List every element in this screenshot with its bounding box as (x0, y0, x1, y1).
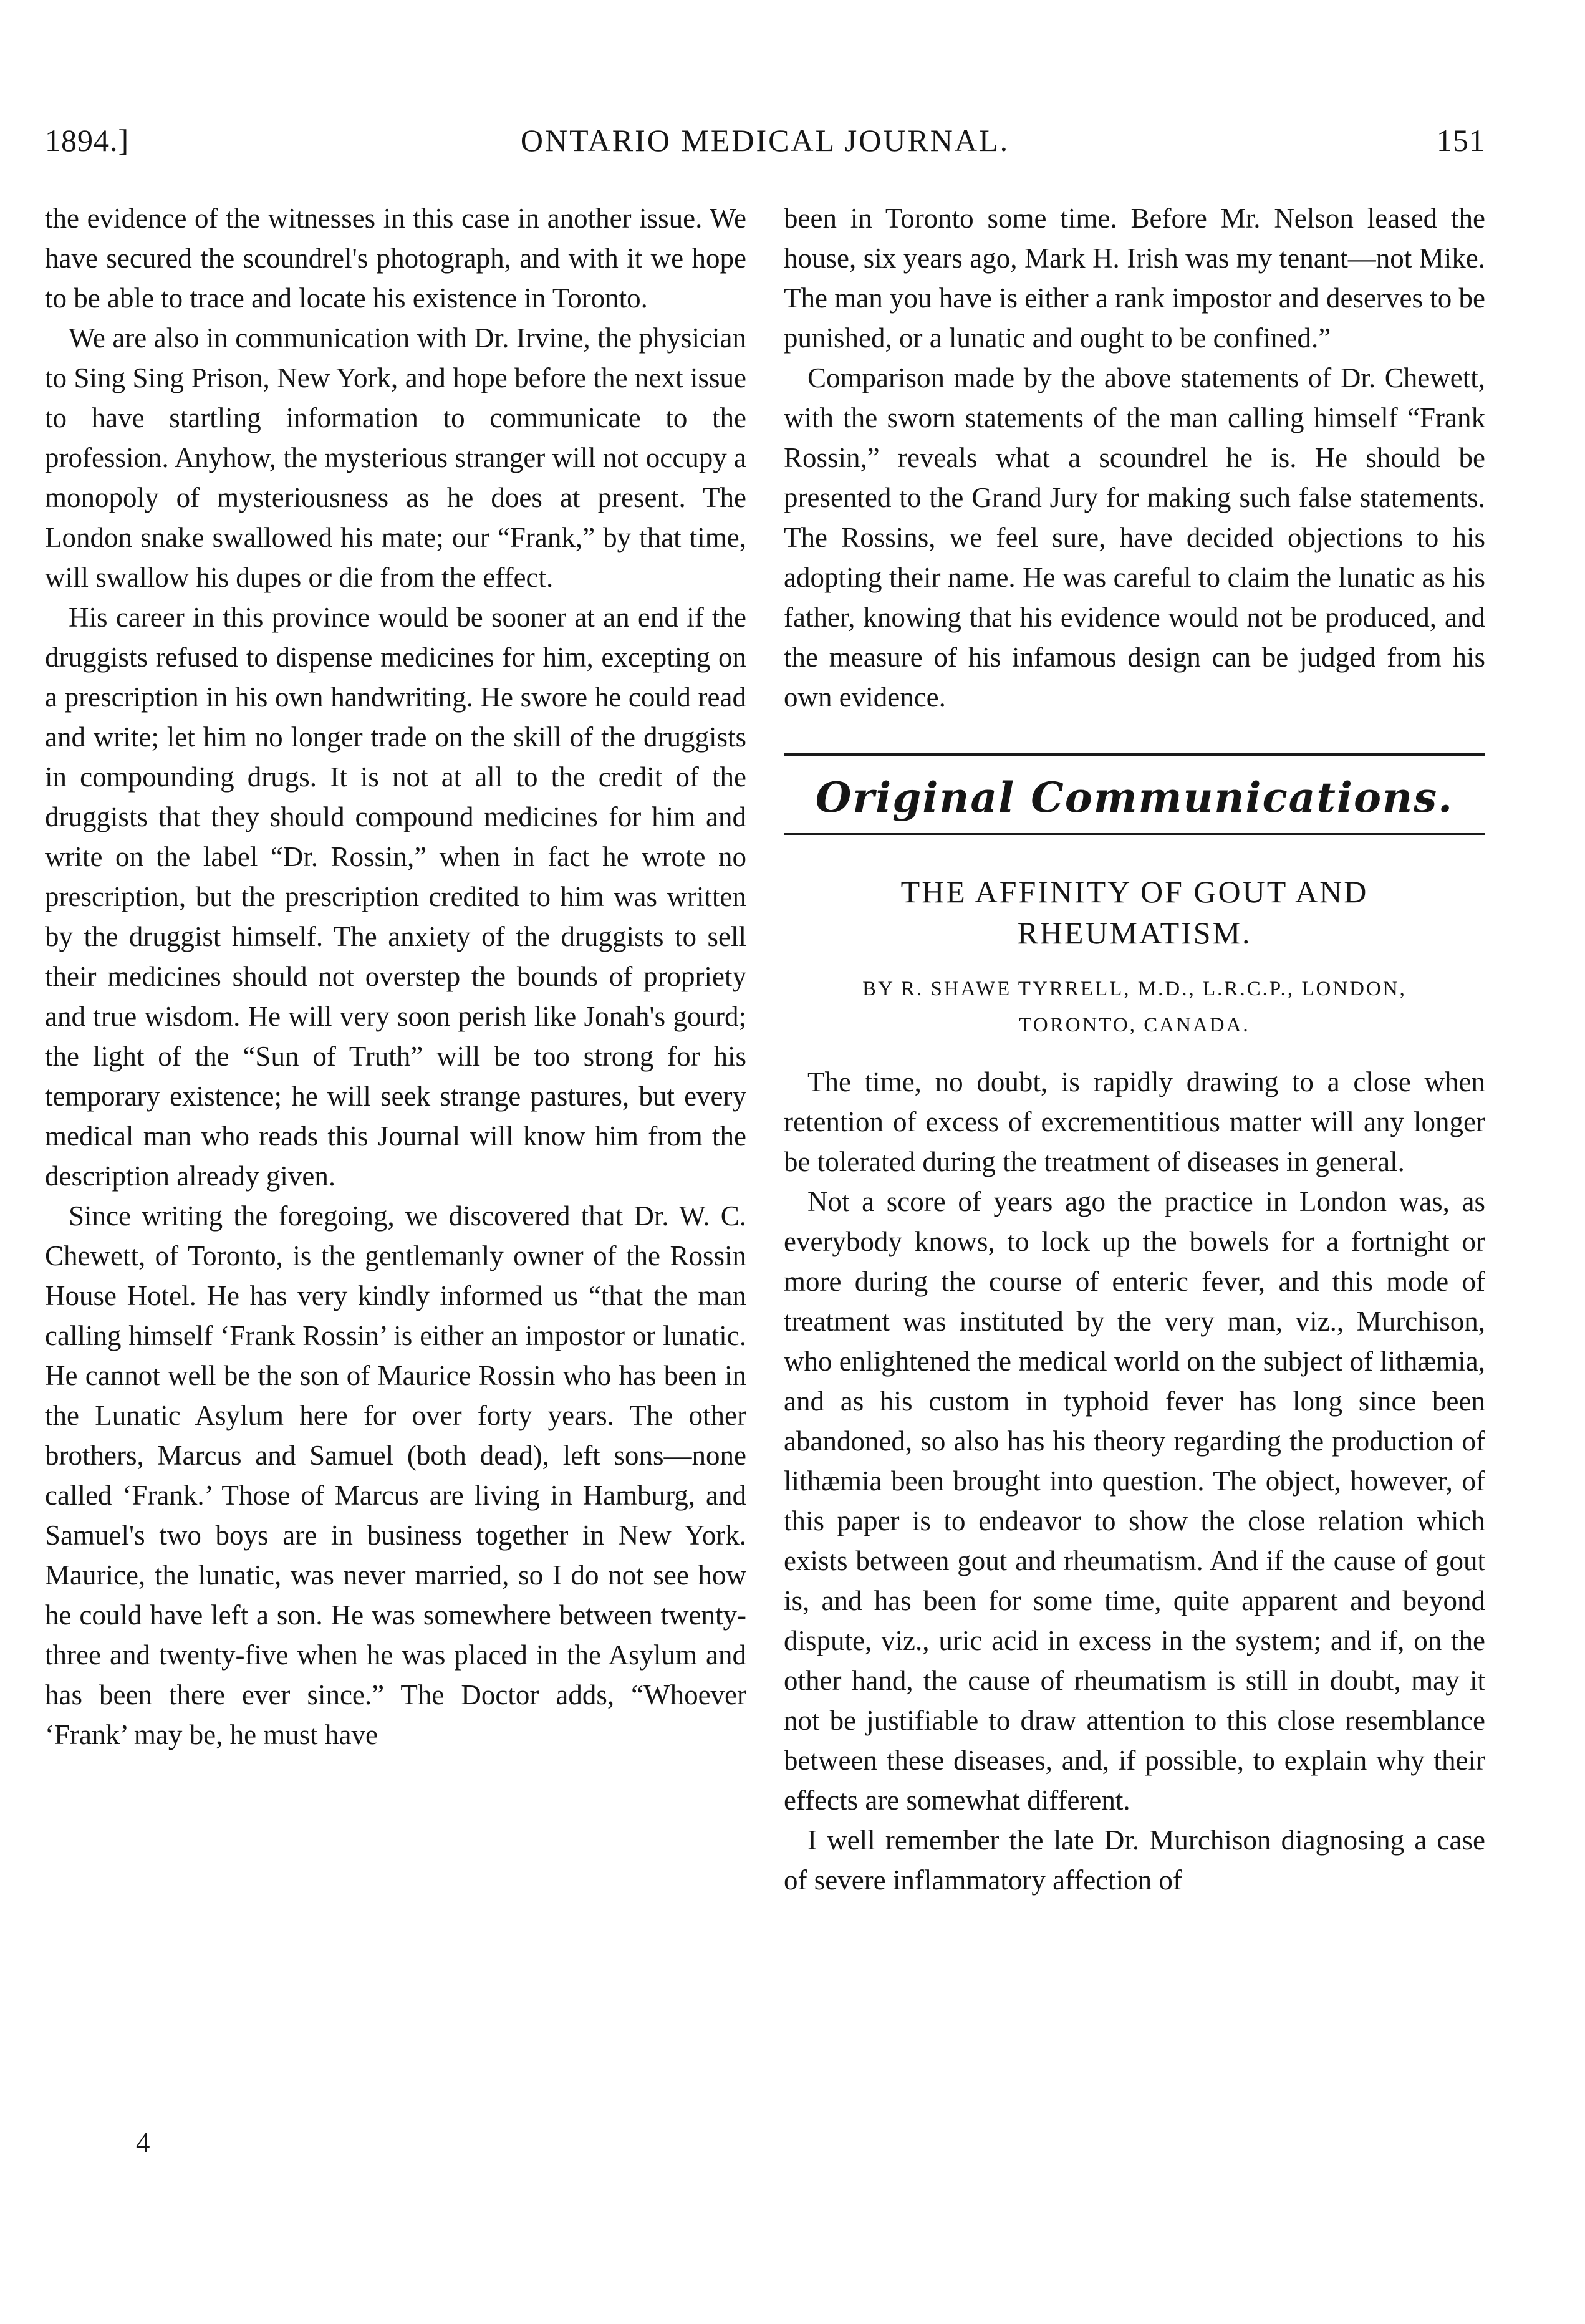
left-column (45, 198, 746, 1755)
paragraph: The time, no doubt, is rapidly drawing to a close when retention of excess of excrementitious matter will any longer be tolerated during the treatment of diseases in general. (784, 1066, 1485, 1177)
article-title-line: THE AFFINITY OF GOUT AND (900, 874, 1369, 909)
journal-title: ONTARIO MEDICAL JOURNAL. (520, 123, 1010, 158)
section-rule-bottom (784, 833, 1485, 835)
page-number: 151 (1437, 123, 1485, 158)
paragraph: Not a score of years ago the practice in London was, as everybody knows, to lock up the bowels for a fortnight or more during the course of enteric fever, and this mode of treatment was instituted by the very man, viz., Murchison, who enlightened the medical world on the subject of lithæmia, and as his custom in typhoid fever has long since been abandoned, so also has his theory regarding the production of lithæmia been brought into question. The object, however, of this paper is to endeavor to show the close relation which exists between gout and rheumatism. And if the cause of gout is, and has been for some time, quite apparent and beyond dispute, viz., uric acid in excess in the system; and if, on the other hand, the cause of rheumatism is still in doubt, may it not be justifiable to draw attention to this close resemblance between these diseases, and, if possible, to explain why their effects are somewhat different. (784, 1186, 1485, 1816)
paragraph: His career in this province would be sooner at an end if the druggists refused to dispense medicines for him, excepting on a prescription in his own handwriting. He swore he could read and write; let him no longer trade on the skill of the druggists in compounding drugs. It is not at all to the credit of the druggists that they should compound medicines for him and write on the label “Dr. Rossin,” when in fact he wrote no prescription, but the prescription credited to him was written by the druggist himself. The anxiety of the druggists to sell their medicines should not overstep the bounds of propriety and true wisdom. He will very soon perish like Jonah's gourd; the light of the “Sun of Truth” will be too strong for his temporary existence; he will seek strange pastures, but every medical man who reads this Journal will know him from the description already given. (45, 602, 746, 1192)
right-column (784, 198, 1485, 1900)
paragraph: Comparison made by the above statements of Dr. Chewett, with the sworn statements of the man calling himself “Frank Rossin,” reveals what a scoundrel he is. He should be presented to the Grand Jury for making such false statements. The Rossins, we feel sure, have decided objections to his adopting their name. He was careful to claim the lunatic as his father, knowing that his evidence would not be produced, and the measure of his infamous design can be judged from his own evidence. (784, 362, 1485, 713)
article-title-line: RHEUMATISM. (1017, 915, 1252, 950)
section-rule-top (784, 753, 1485, 756)
byline-line: BY R. SHAWE TYRRELL, M.D., L.R.C.P., LONDON, (862, 978, 1407, 1000)
article-byline (784, 971, 1485, 1043)
section-heading: Original Communications. (815, 773, 1454, 822)
page-header (45, 122, 1485, 166)
byline-line: TORONTO, CANADA. (1019, 1014, 1250, 1036)
paragraph: Since writing the foregoing, we discovered that Dr. W. C. Chewett, of Toronto, is the gentlemanly owner of the Rossin House Hotel. He has very kindly informed us “that the man calling himself ‘Frank Rossin’ is either an impostor or lunatic. He cannot well be the son of Maurice Rossin who has been in the Lunatic Asylum here for over forty years. The other brothers, Marcus and Samuel (both dead), left sons—none called ‘Frank.’ Those of Marcus are living in Hamburg, and Samuel's two boys are in business together in New York. Maurice, the lunatic, was never married, so I do not see how he could have left a son. He was somewhere between twenty-three and twenty-five when he was placed in the Asylum and has been there ever since.” The Doctor adds, “Whoever ‘Frank’ may be, he must have (45, 1200, 746, 1750)
header-year: 1894.] (45, 123, 130, 158)
paragraph: the evidence of the witnesses in this case in another issue. We have secured the scoundrel's photograph, and with it we hope to be able to trace and locate his existence in Toronto. (45, 203, 746, 314)
paragraph: been in Toronto some time. Before Mr. Nelson leased the house, six years ago, Mark H. Irish was my tenant—not Mike. The man you have is either a rank impostor and deserves to be punished, or a lunatic and ought to be confined.” (784, 203, 1485, 354)
paragraph: We are also in communication with Dr. Irvine, the physician to Sing Sing Prison, New York, and hope before the next issue to have startling information to communicate to the profession. Anyhow, the mysterious stranger will not occupy a monopoly of mysteriousness as he does at present. The London snake swallowed his mate; our “Frank,” by that time, will swallow his dupes or die from the effect. (45, 322, 746, 593)
paragraph: I well remember the late Dr. Murchison diagnosing a case of severe inflammatory affection of (784, 1825, 1485, 1896)
signature-mark: 4 (136, 2127, 150, 2158)
article-title (784, 871, 1485, 953)
